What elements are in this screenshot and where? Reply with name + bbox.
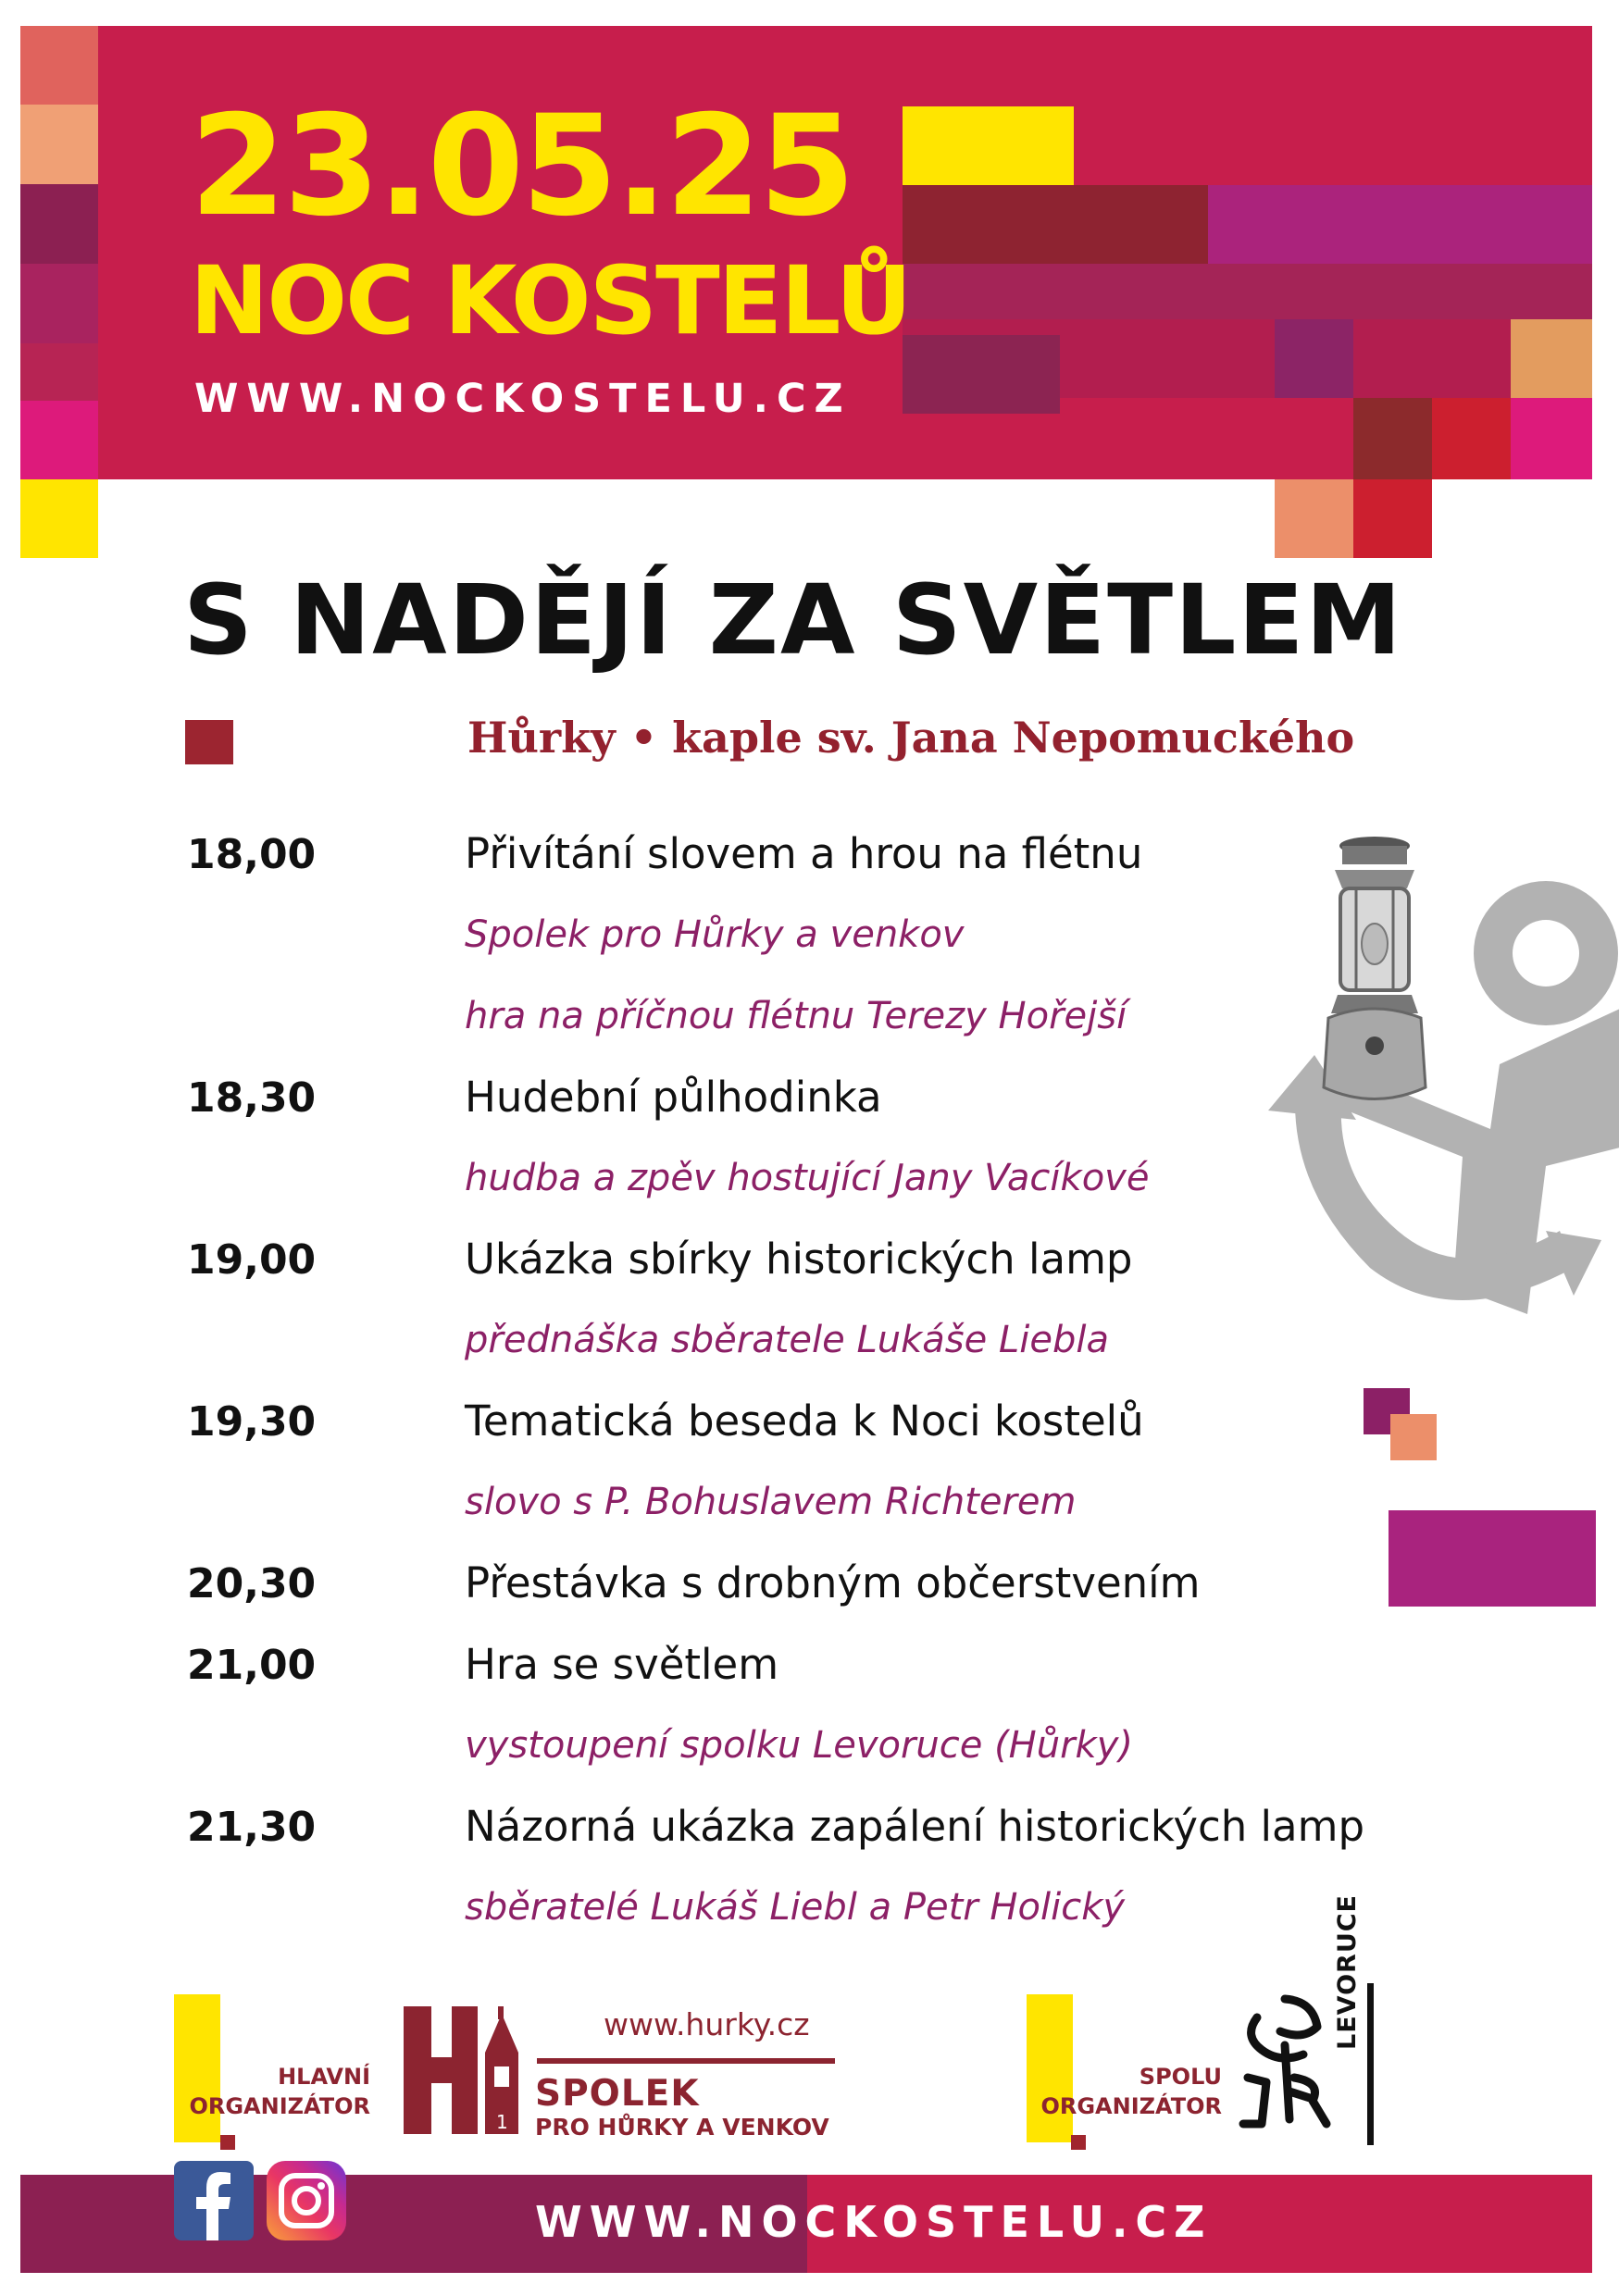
tile-decoration: [20, 26, 98, 105]
program-title: Tematická beseda k Noci kostelů: [465, 1396, 1144, 1446]
square-decoration: [220, 2135, 235, 2150]
main-title: S NADĚJÍ ZA SVĚTLEM: [183, 564, 1403, 676]
tile-decoration: [20, 184, 98, 264]
divider-bar: [1367, 1983, 1374, 2145]
program-title: Přivítání slovem a hrou na flétnu: [465, 829, 1143, 878]
rect-decoration: [1389, 1510, 1596, 1607]
program-detail: přednáška sběratele Lukáše Liebla: [465, 1319, 1109, 1361]
program-time: 19,00: [187, 1236, 317, 1284]
spolek-logo-icon: [404, 2006, 526, 2136]
tile-decoration: [903, 185, 1208, 264]
co-organizer-label: [1037, 2062, 1222, 2122]
tile-decoration: [1353, 398, 1432, 479]
facebook-icon[interactable]: [174, 2161, 254, 2240]
square-decoration: [1071, 2135, 1086, 2150]
tile-decoration: [1275, 319, 1353, 398]
program-time: 19,30: [187, 1398, 317, 1446]
program-title: Hra se světlem: [465, 1640, 779, 1689]
event-name: NOC KOSTELŮ: [190, 246, 911, 356]
title-square-decoration: [185, 720, 233, 764]
levoruce-logo-icon: [1239, 1990, 1331, 2133]
tile-decoration: [20, 343, 98, 401]
tile-decoration: [903, 264, 1592, 319]
tile-decoration: [20, 105, 98, 184]
facebook-glyph: [174, 2161, 254, 2240]
svg-text:1: 1: [496, 2111, 508, 2133]
instagram-icon[interactable]: [267, 2161, 346, 2240]
program-detail: slovo s P. Bohuslavem Richterem: [465, 1481, 1077, 1523]
program-detail: sběratelé Lukáš Liebl a Petr Holický: [465, 1886, 1126, 1929]
tile-decoration: [903, 335, 1060, 414]
hurky-url-link[interactable]: www.hurky.cz: [604, 2006, 810, 2042]
header-url-link[interactable]: WWW.NOCKOSTELU.CZ: [194, 376, 852, 422]
tile-decoration: [1511, 319, 1592, 398]
instagram-glyph: [267, 2161, 346, 2240]
program-time: 18,00: [187, 831, 317, 878]
tile-decoration: [20, 264, 98, 343]
program-time: 21,00: [187, 1642, 317, 1689]
lamp-icon: [1314, 833, 1435, 1129]
program-title: Hudební půlhodinka: [465, 1073, 882, 1122]
divider-line: [537, 2058, 835, 2064]
main-organizer-label-line2: ORGANIZÁTOR: [189, 2093, 370, 2120]
program-time: 21,30: [187, 1804, 317, 1851]
program-detail: hudba a zpěv hostující Jany Vacíkové: [465, 1157, 1150, 1199]
tile-decoration: [1511, 398, 1592, 479]
co-organizer-name: LEVORUCE: [1333, 1894, 1362, 2050]
tile-decoration: [1432, 398, 1511, 479]
program-title: Ukázka sbírky historických lamp: [465, 1235, 1133, 1284]
program-title: Názorná ukázka zapálení historických lamp: [465, 1802, 1365, 1851]
tile-decoration: [1208, 185, 1592, 264]
program-time: 20,30: [187, 1560, 317, 1607]
co-organizer-label-line1: SPOLU: [1139, 2064, 1222, 2090]
event-date: 23.05.25: [190, 86, 853, 247]
tile-decoration: [20, 401, 98, 479]
main-organizer-name: SPOLEK: [535, 2073, 700, 2115]
program-title: Přestávka s drobným občerstvením: [465, 1558, 1201, 1607]
main-organizer-label-line1: HLAVNÍ: [278, 2064, 370, 2090]
footer-url-link[interactable]: WWW.NOCKOSTELU.CZ: [535, 2197, 1213, 2247]
venue-subtitle: Hůrky • kaple sv. Jana Nepomuckého: [467, 713, 1355, 763]
tile-decoration: [903, 106, 1074, 185]
co-organizer-label-line2: ORGANIZÁTOR: [1040, 2093, 1222, 2120]
tile-decoration: [1353, 479, 1432, 558]
program-detail: vystoupení spolku Levoruce (Hůrky): [465, 1724, 1133, 1767]
main-organizer-subtitle: PRO HŮRKY A VENKOV: [535, 2114, 829, 2141]
tile-decoration: [1275, 479, 1353, 558]
main-organizer-label: [185, 2062, 370, 2122]
square-decoration: [1390, 1414, 1437, 1460]
tile-decoration: [20, 479, 98, 558]
program-time: 18,30: [187, 1074, 317, 1122]
program-detail: Spolek pro Hůrky a venkov: [465, 913, 965, 956]
program-detail: hra na příčnou flétnu Terezy Hořejší: [465, 995, 1127, 1037]
